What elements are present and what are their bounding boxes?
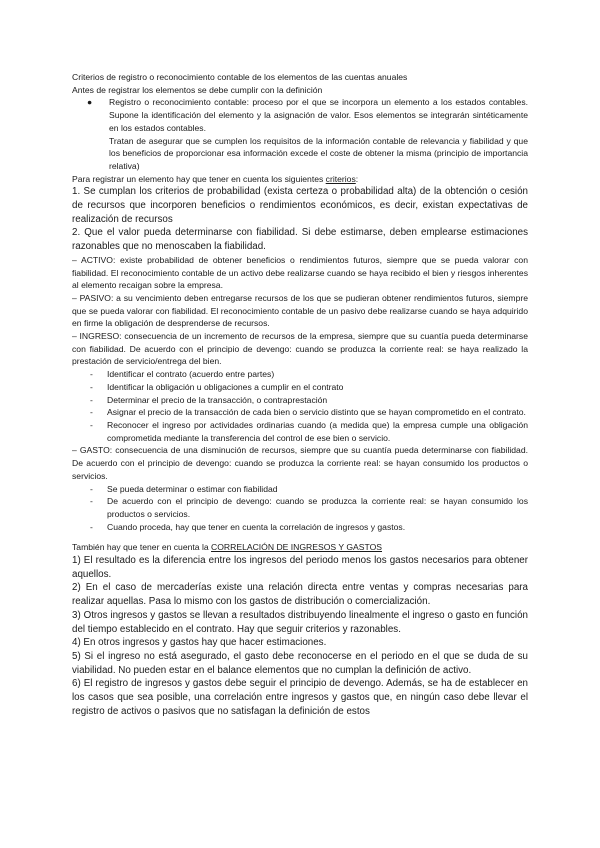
dash-marker: - bbox=[90, 369, 93, 380]
correlacion-item-6: 6) El registro de ingresos y gastos debe seguir el principio de devengo. Además, se ha de establecer en los casos que sea posible, una correlación entre ingresos y gastos que, en ningún caso debe llevar el registro de activos o pasivos que no satisfagan la definición de estos bbox=[72, 678, 528, 717]
dash-marker: - bbox=[90, 381, 93, 392]
criteria-intro-before: Para registrar un elemento hay que tener en cuenta los siguientes bbox=[72, 173, 326, 184]
list-item-text: Asignar el precio de la transacción de cada bien o servicio distinto que se hayan comprometido en el contrato. bbox=[107, 407, 526, 418]
correlacion-item-1: 1) El resultado es la diferencia entre los ingresos del periodo menos los gastos necesarios para obtener aquellos. bbox=[72, 555, 528, 580]
correlacion-link: CORRELACIÓN DE INGRESOS Y GASTOS bbox=[211, 542, 382, 553]
list-item bbox=[72, 483, 528, 496]
list-item bbox=[72, 419, 528, 444]
bullet-item bbox=[72, 96, 528, 134]
correlacion-item-2: 2) En el caso de mercaderías existe una relación directa entre ventas y compras necesarias para realizar aquellas. Pasa lo mismo con los gastos de distribución o comercialización. bbox=[72, 582, 528, 608]
ingreso-list bbox=[72, 368, 528, 444]
gasto-paragraph: – GASTO: consecuencia de una disminución de recursos, siempre que su cuantía pueda determinarse con fiabilidad. De acuerdo con el principio de devengo: cuando se produzca la corriente real: se hayan consumido los productos o servicios. bbox=[72, 445, 528, 481]
list-item bbox=[72, 381, 528, 394]
list-item bbox=[72, 394, 528, 407]
list-item bbox=[72, 495, 528, 520]
criterion-1: 1. Se cumplan los criterios de probabilidad (exista certeza o probabilidad alta) de la obtención o cesión de recursos que incorporen beneficios o rendimientos económicos, es decir, existan expectativas de realización de recursos bbox=[72, 186, 528, 225]
bullet-item-text: Registro o reconocimiento contable: proceso por el que se incorpora un elemento a los estados contables. Supone la identificación del elemento y la asignación de valor. Esos elementos se integrarán sintéticamente en los estados contables. bbox=[109, 97, 528, 133]
dash-marker: - bbox=[90, 394, 93, 405]
list-item-text: Cuando proceda, hay que tener en cuenta la correlación de ingresos y gastos. bbox=[107, 521, 406, 532]
bullet-item-continuation: Tratan de asegurar que se cumplen los requisitos de la información contable de relevancia y fiabilidad y que los beneficios de proporcionar esa información excede el coste de obtener la misma (principio de importancia relativa) bbox=[109, 135, 528, 171]
dash-marker: - bbox=[90, 407, 93, 418]
list-item-text: Reconocer el ingreso por actividades ordinarias cuando (a medida que) la empresa cumple una obligación comprometida mediante la transferencia del control de ese bien o servicio. bbox=[107, 419, 528, 443]
gasto-list bbox=[72, 483, 528, 534]
dash-marker: - bbox=[90, 496, 93, 507]
correlacion-item-3: 3) Otros ingresos y gastos se llevan a resultados distribuyendo linealmente el ingreso o gasto en función del tiempo establecido en el contrato. Hay que seguir criterios y razonables. bbox=[72, 609, 528, 635]
list-item-text: Identificar el contrato (acuerdo entre partes) bbox=[107, 369, 275, 380]
intro-text: Antes de registrar los elementos se debe cumplir con la definición bbox=[72, 84, 323, 95]
dash-marker: - bbox=[90, 521, 93, 532]
document-body bbox=[72, 71, 528, 718]
list-item-text: Identificar la obligación u obligaciones a cumplir en el contrato bbox=[107, 381, 344, 392]
pasivo-paragraph: – PASIVO: a su vencimiento deben entregarse recursos de los que se pudieran obtener rendimientos futuros, siempre que se pueda valorar con fiabilidad. El reconocimiento contable de un pasivo debe realizarse cuando se haya adquirido en firme la obligación de desprenderse de recursos. bbox=[72, 292, 528, 329]
activo-paragraph: – ACTIVO: existe probabilidad de obtener beneficios o rendimientos futuros, siempre que se pueda valorar con fiabilidad. El reconocimiento contable de un activo debe realizarse cuando se haya recibido el bien y riesgos inherentes al elemento recaigan sobre la empresa. bbox=[72, 254, 528, 291]
correlacion-item-4: 4) En otros ingresos y gastos hay que hacer estimaciones. bbox=[72, 637, 327, 649]
bullet-list bbox=[72, 96, 528, 134]
dash-marker: - bbox=[90, 483, 93, 494]
list-item bbox=[72, 368, 528, 381]
dash-marker: - bbox=[90, 419, 93, 430]
criterion-2: 2. Que el valor pueda determinarse con fiabilidad. Si debe estimarse, deben emplearse estimaciones razonables que no menoscaben la fiabilidad. bbox=[72, 227, 528, 253]
ingreso-paragraph: – INGRESO: consecuencia de un incremento de recursos de la empresa, siempre que su cuantía pueda determinarse con fiabilidad. De acuerdo con el principio de devengo: cuando se produzca la corriente real: se haya realizado la prestación de servicio/entrega del bien. bbox=[72, 331, 528, 367]
section-heading: Criterios de registro o reconocimiento contable de los elementos de las cuentas anuales bbox=[72, 72, 408, 82]
correlacion-intro bbox=[72, 541, 528, 554]
list-item-text: Se pueda determinar o estimar con fiabilidad bbox=[107, 483, 278, 494]
criteria-intro-after: : bbox=[355, 173, 359, 184]
correlacion-intro-before: También hay que tener en cuenta la bbox=[72, 542, 212, 553]
list-item-text: De acuerdo con el principio de devengo: cuando se produzca la corriente real: se hayan consumido los productos o servicios. bbox=[107, 496, 528, 519]
section-spacer bbox=[72, 533, 528, 541]
criteria-intro bbox=[72, 173, 528, 186]
list-item bbox=[72, 406, 528, 419]
list-item bbox=[72, 521, 528, 534]
list-item-text: Determinar el precio de la transacción, o contraprestación bbox=[107, 394, 328, 405]
criteria-link: criterios bbox=[325, 173, 356, 184]
correlacion-item-5: 5) Si el ingreso no está asegurado, el gasto debe reconocerse en el periodo en el que se duda de su viabilidad. No pueden estar en el balance elementos que no cumplan la definición de activo. bbox=[72, 650, 528, 676]
bullet-marker: ● bbox=[87, 97, 93, 108]
